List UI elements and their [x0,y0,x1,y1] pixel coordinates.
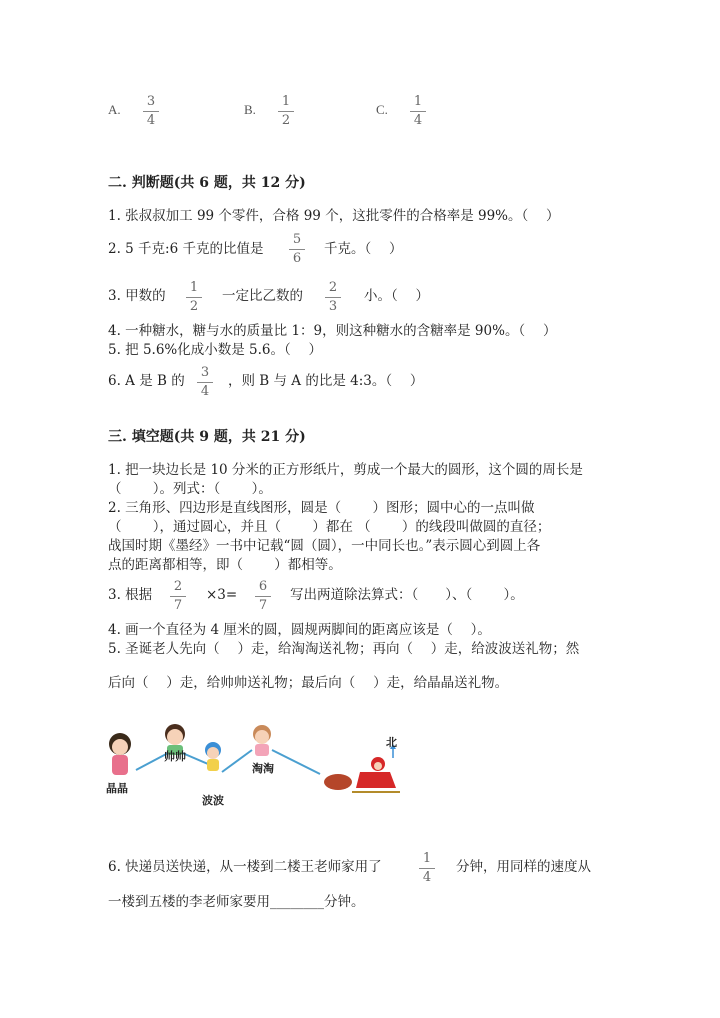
north-label: 北 [386,736,397,749]
s3-question-1-line-2: （ ）。列式：（ ）。 [108,481,272,497]
option-c-label: C. [376,102,388,117]
name-bobo: 波波 [202,794,224,807]
option-a-label: A. [108,102,121,117]
s3-question-2-line-3: 战国时期《墨经》一书中记载“圆（圆），一中同长也。”表示圆心到圆上各 [108,538,541,554]
s2-question-5: 5. 把 5.6%化成小数是 5.6。（ ） [108,342,323,358]
s3-question-3-fraction-1: 2 7 [167,580,189,613]
santa-sleigh-icon [324,757,400,792]
s3-question-3-text-c: 写出两道除法算式：（ ）、（ ）。 [290,587,524,603]
option-a-fraction: 3 4 [140,95,162,128]
s3-question-5-line-1: 5. 圣诞老人先向（ ）走，给淘淘送礼物；再向（ ）走，给波波送礼物；然 [108,641,580,657]
s2-question-3-text-b: 一定比乙数的 [222,288,303,304]
s2-question-3-fraction-2: 2 3 [322,281,344,314]
section3-heading: 三. 填空题(共 9 题，共 21 分) [108,429,306,445]
path-line-4 [272,750,320,774]
s2-question-6-text-b: ，则 B 与 A 的比是 4:3。（ ） [228,373,424,389]
name-shuaishuai: 帅帅 [164,750,186,763]
s3-question-3-fraction-2: 6 7 [252,580,274,613]
s2-question-1: 1. 张叔叔加工 99 个零件，合格 99 个，这批零件的合格率是 99%。（ ） [108,208,560,224]
option-b-label: B. [244,102,256,117]
s2-question-6-text-a: 6. A 是 B 的 [108,373,185,389]
direction-figure [100,722,420,832]
s3-question-3-text-a: 3. 根据 [108,587,153,603]
s2-question-3-text-c: 小。（ ） [364,288,430,304]
s2-question-2-text-b: 千克。（ ） [324,241,403,257]
taotao-icon [253,725,271,756]
s3-question-3-text-b: ×3= [206,587,238,603]
name-taotao: 淘淘 [252,762,274,775]
bobo-icon [205,742,221,771]
s3-question-2-line-1: 2. 三角形、四边形是直线图形，圆是（ ）图形；圆中心的一点叫做 [108,500,535,516]
jingjing-icon [109,733,131,775]
s3-question-2-line-4: 点的距离都相等，即（ ）都相等。 [108,557,342,573]
s2-question-2-text-a: 2. 5 千克:6 千克的比值是 [108,241,264,257]
name-jingjing: 晶晶 [106,782,128,795]
s2-question-4: 4. 一种糖水，糖与水的质量比 1：9，则这种糖水的含糖率是 90%。（ ） [108,323,557,339]
s3-question-2-line-2: （ ），通过圆心，并且（ ）都在 （ ）的线段叫做圆的直径； [108,519,551,535]
option-b-fraction: 1 2 [275,95,297,128]
path-line-3 [222,750,252,772]
s2-question-6-fraction: 3 4 [194,366,216,399]
s3-question-6-text-b: 分钟，用同样的速度从 [456,859,591,875]
s3-question-5-line-2: 后向（ ）走，给帅帅送礼物；最后向（ ）走，给晶晶送礼物。 [108,675,509,691]
figure-drawing [100,722,420,832]
s2-question-2-fraction: 5 6 [286,233,308,266]
section2-heading: 二. 判断题(共 6 题，共 12 分) [108,175,306,191]
s3-question-4: 4. 画一个直径为 4 厘米的圆，圆规两脚间的距离应该是（ ）。 [108,622,491,638]
s2-question-3-fraction-1: 1 2 [183,281,205,314]
s3-question-6-text-a: 6. 快递员送快递，从一楼到二楼王老师家用了 [108,859,382,875]
option-c-fraction: 1 4 [407,95,429,128]
s3-question-1-line-1: 1. 把一块边长是 10 分米的正方形纸片，剪成一个最大的圆形，这个圆的周长是 [108,462,583,478]
s3-question-6-line-2: 一楼到五楼的李老师家要用________分钟。 [108,894,365,910]
s3-question-6-fraction: 1 4 [416,852,438,885]
s2-question-3-text-a: 3. 甲数的 [108,288,166,304]
